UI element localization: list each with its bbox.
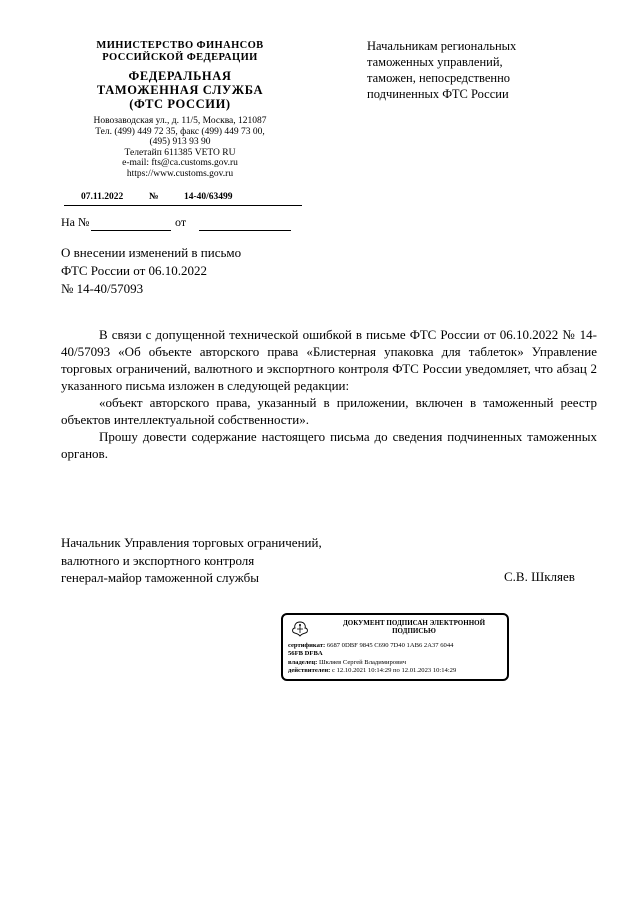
signatory-name: С.В. Шкляев [504, 569, 575, 584]
stamp-title [329, 619, 499, 635]
subject-line-3: № 14-40/57093 [61, 281, 144, 296]
ministry-line-1: МИНИСТЕРСТВО ФИНАНСОВ [96, 40, 264, 51]
owner-value: Шкляев Сергей Владимирович [319, 658, 407, 666]
number-sign: № [149, 192, 159, 202]
email-line: e-mail: fts@ca.customs.gov.ru [122, 158, 238, 169]
addressee-line-2: таможенных управлений, [367, 55, 503, 69]
website-line: https://www.customs.gov.ru [126, 168, 234, 179]
reference-line [61, 215, 301, 231]
certificate-value: 6687 0DBF 9845 C690 7D40 1AB6 2A37 6044 [326, 642, 454, 649]
position-line-3: генерал-майор таможенной службы [61, 570, 259, 585]
stamp-title-line-1: ДОКУМЕНТ ПОДПИСАН ЭЛЕКТРОННОЙ [342, 619, 486, 627]
ministry-line-2: РОССИЙСКОЙ ФЕДЕРАЦИИ [102, 52, 258, 63]
registration-underline [64, 205, 302, 206]
emblem-icon [289, 620, 311, 638]
service-line-2: ТАМОЖЕННАЯ СЛУЖБА [96, 83, 264, 97]
service-line-1: ФЕДЕРАЛЬНАЯ [128, 69, 232, 83]
certificate-value-cont: 56FB DFBA [288, 650, 323, 658]
registration-line [0, 192, 320, 206]
letter-body [61, 326, 597, 462]
electronic-signature-stamp [281, 613, 509, 681]
stamp-details [288, 642, 506, 676]
certificate-row [288, 642, 506, 650]
body-paragraph-2: «объект авторского права, указанный в приложении, включен в таможенный реестр объектов интеллектуальной собственности». [61, 395, 597, 427]
addressee [367, 38, 607, 102]
position-line-2: валютного и экспортного контроля [61, 552, 255, 568]
subject-line-2: ФТС России от 06.10.2022 [61, 263, 208, 278]
addressee-line-3: таможен, непосредственно [367, 71, 511, 85]
phone-line-2: (495) 913 93 90 [149, 137, 211, 148]
reference-date-blank [199, 230, 291, 231]
owner-row [288, 659, 506, 667]
addressee-line-1: Начальникам региональных [367, 39, 517, 53]
service-name [60, 69, 300, 111]
phone-line: Тел. (499) 449 72 35, факс (499) 449 73 00, [95, 126, 265, 137]
position-line-1: Начальник Управления торговых ограничений, [61, 535, 322, 550]
teletype-line: Телетайп 611385 VETO RU [124, 147, 236, 158]
validity-value: с 12.10.2021 10:14:29 по 12.01.2023 10:14:29 [332, 667, 457, 675]
reference-number-blank [91, 230, 171, 231]
body-paragraph-1: В связи с допущенной технической ошибкой в письме ФТС России от 06.10.2022 № 14-40/57093 «Об объекте авторского права «Блистерная упаковка для таблеток» Управление торговых ограничений, валютного и экспортного контроля ФТС России уведомляет, что абзац 2 указанного письма изложен в следующей редакции: [61, 327, 597, 393]
certificate-label: сертификат: [288, 642, 326, 649]
body-paragraph-3: Прошу довести содержание настоящего письма до сведения подчиненных таможенных органов. [61, 429, 597, 461]
signatory-position [61, 534, 322, 587]
letter-subject [61, 244, 361, 298]
addressee-line-4: подчиненных ФТС России [367, 87, 509, 101]
stamp-title-line-2: ПОДПИСЬЮ [392, 627, 436, 635]
ministry-name [60, 40, 300, 64]
subject-line-1: О внесении изменений в письмо [61, 245, 242, 260]
contact-block [60, 116, 300, 180]
reference-number-label: На № [61, 215, 90, 229]
registration-number: 14-40/63499 [184, 192, 233, 202]
registration-date: 07.11.2022 [81, 192, 124, 202]
address-line: Новозаводская ул., д. 11/5, Москва, 121087 [93, 116, 267, 126]
owner-label: владелец: [288, 658, 318, 666]
validity-row [288, 667, 506, 675]
validity-label: действителен: [288, 667, 331, 675]
service-line-3: (ФТС РОССИИ) [129, 97, 231, 111]
reference-date-label: от [175, 215, 187, 229]
